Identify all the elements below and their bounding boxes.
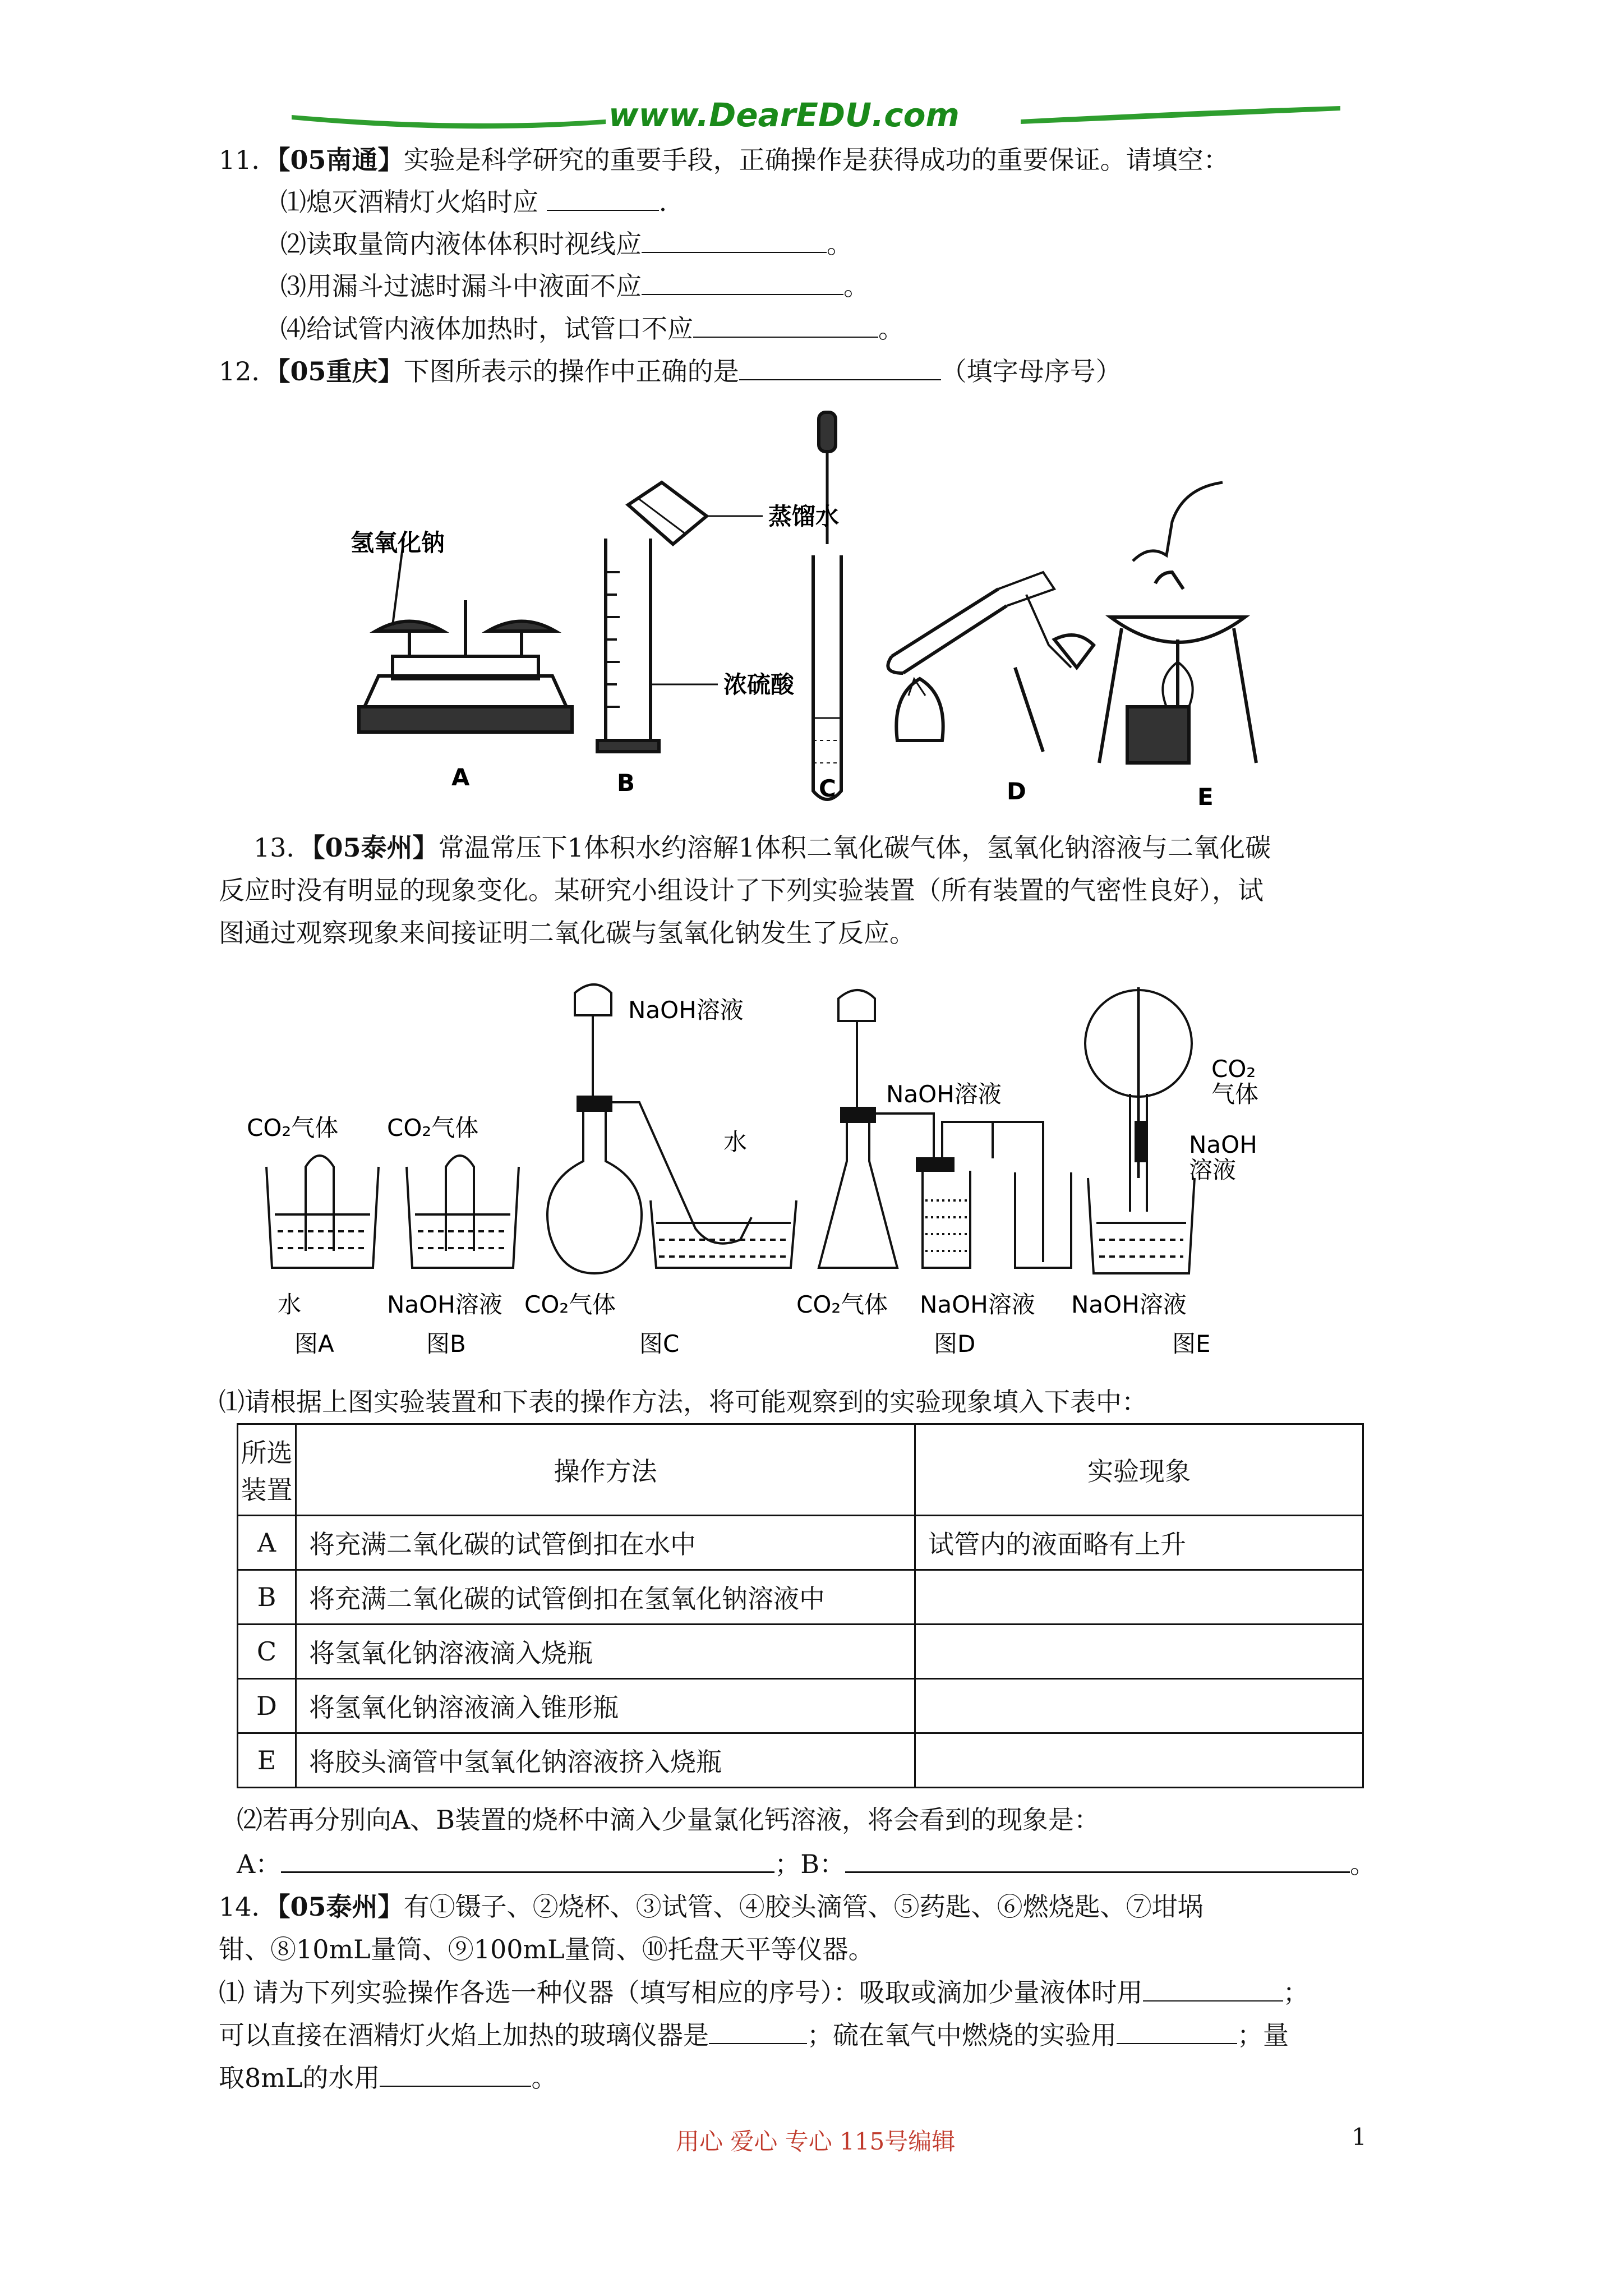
q14-line-4 — [219, 2018, 1289, 2051]
q11-item-3-end: 。 — [843, 271, 869, 301]
q14-text-1: 有①镊子、②烧杯、③试管、④胶头滴管、⑤药匙、⑥燃烧匙、⑦坩埚 — [403, 1892, 1204, 1922]
q13-sub1: ⑴请根据上图实验装置和下表的操作方法，将可能观察到的实验现象填入下表中： — [219, 1387, 1147, 1417]
figure-e-evaporation — [1099, 482, 1256, 763]
q14-blank-1[interactable] — [1143, 1976, 1283, 2001]
q11-tag: 【05南通】 — [277, 145, 404, 175]
header-device — [238, 1424, 296, 1516]
row-device: D — [238, 1679, 296, 1733]
q14-line-3 — [219, 1976, 1309, 2009]
row-device: A — [238, 1516, 296, 1570]
figure-c-dropper — [813, 412, 841, 799]
fig12-letter-b: B — [617, 769, 635, 797]
fig12-label-water: 蒸馏水 — [768, 503, 840, 530]
answer-b-label: ；B： — [774, 1849, 846, 1879]
q11-blank-4[interactable] — [693, 312, 878, 338]
q13-line-2: 反应时没有明显的现象变化。某研究小组设计了下列实验装置（所有装置的气密性良好），试 — [219, 875, 1264, 905]
fig13-e-naoh: NaOH — [1189, 1131, 1257, 1158]
fig12-label-naoh: 氢氧化钠 — [351, 529, 445, 556]
table-row — [238, 1625, 1363, 1679]
fig13-e-sol: 溶液 — [1189, 1156, 1237, 1184]
header-device-line-2: 装置 — [241, 1475, 293, 1505]
q11-blank-1[interactable] — [547, 185, 659, 211]
q14-text-3-end: ； — [1283, 1977, 1309, 2008]
q12-text: 下图所表示的操作中正确的是 — [403, 356, 739, 386]
fig13-c-co2: CO₂气体 — [524, 1291, 616, 1318]
fig13-c-naoh: NaOH溶液 — [628, 996, 744, 1024]
q14-text-5: 取8mL的水用 — [219, 2063, 380, 2093]
fig13-e-naoh-sol: NaOH溶液 — [1071, 1291, 1187, 1318]
q13-answers — [237, 1847, 1376, 1880]
q14-text-4b: ；硫在氧气中燃烧的实验用 — [807, 2020, 1117, 2050]
answer-b-blank[interactable] — [845, 1847, 1350, 1873]
row-result[interactable] — [915, 1733, 1363, 1788]
fig13-d-naoh: NaOH溶液 — [886, 1080, 1002, 1108]
fig12-letter-a: A — [451, 763, 470, 791]
fig12-letter-e: E — [1197, 783, 1214, 808]
q13-tag: 【05泰州】 — [312, 832, 439, 863]
fig12-letter-d: D — [1007, 777, 1026, 805]
row-operation: 将氢氧化钠溶液滴入烧瓶 — [296, 1625, 915, 1679]
q14-tag: 【05泰州】 — [277, 1892, 404, 1922]
figure-b-cylinder — [597, 482, 763, 752]
q11-item-4-end: 。 — [878, 314, 904, 344]
q11-item-1-end: . — [658, 187, 667, 217]
q13-line-1 — [253, 831, 1271, 864]
table-row — [238, 1570, 1363, 1625]
figure-a-balance — [359, 539, 572, 732]
row-result[interactable] — [915, 1679, 1363, 1733]
q14-text-3: ⑴ 请为下列实验操作各选一种仪器（填写相应的序号）：吸取或滴加少量液体时用 — [219, 1977, 1143, 2008]
q11-item-3 — [280, 269, 869, 302]
q11-stem — [219, 144, 1229, 176]
q13-text-1: 常温常压下1体积水约溶解1体积二氧化碳气体，氢氧化钠溶液与二氧化碳 — [438, 832, 1271, 863]
q14-num: 14． — [219, 1892, 278, 1922]
fig13-b-naoh: NaOH溶液 — [387, 1291, 502, 1318]
q14-text-4c: ；量 — [1237, 2020, 1289, 2050]
fig13-c-water: 水 — [723, 1128, 748, 1156]
fig13-e-gas: 气体 — [1211, 1080, 1259, 1108]
figure-e-apparatus — [1085, 987, 1195, 1273]
q12-num: 12． — [219, 356, 278, 386]
fig13-d-co2: CO₂气体 — [796, 1291, 888, 1318]
figure-c-apparatus — [547, 984, 796, 1273]
row-operation: 将氢氧化钠溶液滴入锥形瓶 — [296, 1679, 915, 1733]
figure-a-apparatus — [266, 1156, 379, 1268]
row-device: C — [238, 1625, 296, 1679]
row-result[interactable]: 试管内的液面略有上升 — [915, 1516, 1363, 1570]
header-operation: 操作方法 — [296, 1424, 915, 1516]
fig13-caption-e: 图E — [1172, 1330, 1211, 1358]
q12-tag: 【05重庆】 — [277, 356, 404, 386]
table-row — [238, 1679, 1363, 1733]
q13-sub2: ⑵若再分别向A、B装置的烧杯中滴入少量氯化钙溶液，将会看到的现象是： — [237, 1805, 1100, 1835]
q14-text-4a: 可以直接在酒精灯火焰上加热的玻璃仪器是 — [219, 2020, 709, 2050]
table-row — [238, 1516, 1363, 1570]
q11-item-2-text: ⑵读取量筒内液体体积时视线应 — [280, 229, 642, 259]
q12-figure — [325, 404, 1279, 808]
table-row — [238, 1733, 1363, 1788]
q14-line-5 — [219, 2061, 557, 2094]
footer-text: 用心 爱心 专心 115号编辑 — [676, 2128, 956, 2155]
observation-table — [237, 1423, 1364, 1788]
row-device: E — [238, 1733, 296, 1788]
fig13-a-water: 水 — [278, 1291, 302, 1318]
q13-figure — [247, 976, 1324, 1369]
q11-item-2 — [280, 227, 852, 260]
q11-item-1 — [280, 185, 667, 218]
q14-line-2: 钳、⑧10mL量筒、⑨100mL量筒、⑩托盘天平等仪器。 — [219, 1934, 874, 1964]
q14-line-1 — [219, 1890, 1204, 1923]
row-operation: 将胶头滴管中氢氧化钠溶液挤入烧瓶 — [296, 1733, 915, 1788]
q11-item-4 — [280, 312, 904, 345]
answer-end: 。 — [1350, 1849, 1376, 1879]
answer-a-blank[interactable] — [281, 1847, 774, 1873]
q11-item-2-end: 。 — [827, 229, 852, 259]
figure-d-heating — [888, 572, 1094, 752]
fig13-d-naoh-sol: NaOH溶液 — [920, 1291, 1035, 1318]
fig12-letter-c: C — [819, 775, 836, 802]
header-device-line-1: 所选 — [241, 1438, 293, 1468]
table-header-row — [238, 1424, 1363, 1516]
fig13-caption-c: 图C — [639, 1330, 680, 1358]
fig13-e-co2: CO₂ — [1211, 1055, 1256, 1083]
q14-blank-2[interactable] — [709, 2018, 807, 2044]
q12-tail: （填字母序号） — [940, 356, 1122, 386]
q11-text: 实验是科学研究的重要手段，正确操作是获得成功的重要保证。请填空： — [403, 145, 1229, 175]
q14-text-5-end: 。 — [531, 2063, 557, 2093]
answer-a-label: A： — [237, 1849, 282, 1879]
q13-num: 13． — [253, 832, 312, 863]
header-result: 实验现象 — [915, 1424, 1363, 1516]
q12-blank[interactable] — [739, 355, 941, 380]
q14-blank-4[interactable] — [380, 2061, 531, 2087]
q11-blank-2[interactable] — [642, 227, 827, 253]
fig12-label-acid: 浓硫酸 — [723, 671, 795, 698]
figure-d-apparatus — [819, 990, 1071, 1268]
q12-stem — [219, 355, 1122, 388]
fig13-b-co2: CO₂气体 — [387, 1114, 479, 1142]
q11-num: 11． — [219, 145, 278, 175]
figure-b-apparatus — [407, 1156, 519, 1268]
q11-item-1-text: ⑴熄灭酒精灯火焰时应 — [280, 187, 538, 217]
q14-blank-3[interactable] — [1117, 2018, 1237, 2044]
row-result[interactable] — [915, 1570, 1363, 1625]
row-device: B — [238, 1570, 296, 1625]
q11-item-3-text: ⑶用漏斗过滤时漏斗中液面不应 — [280, 271, 642, 301]
row-operation: 将充满二氧化碳的试管倒扣在水中 — [296, 1516, 915, 1570]
fig13-caption-b: 图B — [426, 1330, 466, 1358]
fig13-a-co2: CO₂气体 — [247, 1114, 339, 1142]
header-site: www.DearEDU.com — [608, 96, 960, 134]
fig13-caption-d: 图D — [934, 1330, 976, 1358]
row-result[interactable] — [915, 1625, 1363, 1679]
q11-blank-3[interactable] — [642, 269, 843, 295]
q11-item-4-text: ⑷给试管内液体加热时，试管口不应 — [280, 314, 693, 344]
page-number: 1 — [1352, 2123, 1367, 2151]
row-operation: 将充满二氧化碳的试管倒扣在氢氧化钠溶液中 — [296, 1570, 915, 1625]
q13-line-3: 图通过观察现象来间接证明二氧化碳与氢氧化钠发生了反应。 — [219, 918, 915, 948]
fig13-caption-a: 图A — [294, 1330, 334, 1358]
